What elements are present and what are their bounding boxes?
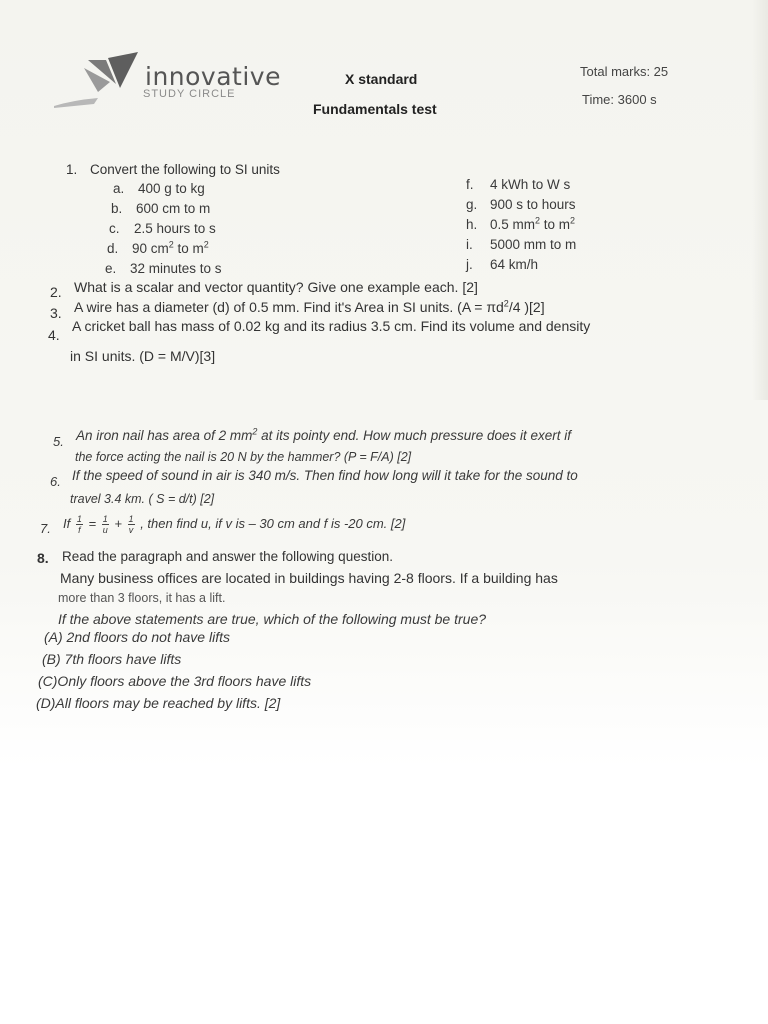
q8-option: (A) 2nd floors do not have lifts	[44, 629, 230, 645]
q8-option: (B) 7th floors have lifts	[42, 651, 182, 667]
q1-left-item-label: c.	[109, 221, 120, 236]
q6-line2: travel 3.4 km. ( S = d/t) [2]	[70, 492, 215, 506]
total-marks: Total marks: 25	[580, 64, 669, 79]
q1-left-item-text: 90 $cm^2$ to $m^2$	[132, 239, 209, 256]
q8-question: If the above statements are true, which of the following must be true?	[58, 611, 487, 627]
class-standard: X standard	[345, 71, 418, 87]
q1-left-item-label: b.	[111, 201, 123, 216]
logo-leaf-icon	[54, 48, 144, 114]
page-edge-shadow	[752, 0, 768, 400]
q7-number: 7.	[40, 521, 51, 536]
q1-left-item-text: 400 g to kg	[138, 181, 205, 196]
q4-line2: in SI units. (D = M/V)[3]	[70, 348, 216, 364]
q1-right-item-label: i.	[466, 237, 473, 252]
q5-number: 5.	[53, 434, 64, 449]
q8-paragraph-line2: more than 3 floors, it has a lift.	[58, 591, 226, 605]
q7-text	[63, 514, 405, 535]
q1-left-item-text: 32 minutes to s	[130, 261, 222, 276]
q4-line1: A cricket ball has mass of 0.02 kg and its radius 3.5 cm. Find its volume and density	[72, 318, 591, 334]
q7-rest: , then find u, if v is – 30 cm and f is -20 cm. [2]	[140, 515, 406, 531]
q1-right-item-text: 4 kWh to W s	[490, 177, 571, 192]
q2-number: 2.	[50, 284, 62, 300]
q8-option: (C)Only floors above the 3rd floors have lifts	[38, 673, 312, 689]
q1-left-item-label: e.	[105, 261, 117, 276]
logo-wordmark: innovative	[145, 62, 281, 91]
q3-number: 3.	[50, 305, 62, 321]
q5-line1: An iron nail has area of 2 $mm^2$ at its pointy end. How much pressure does it exert if	[76, 426, 572, 443]
q6-number: 6.	[50, 474, 61, 489]
q1-right-item-label: f.	[466, 177, 474, 192]
time-allowed: Time: 3600 s	[582, 92, 657, 107]
q3-text: A wire has a diameter (d) of 0.5 mm. Find it's Area in SI units. ($A = \pi d^2/4$ )[2]	[74, 298, 545, 315]
q8-paragraph-line1: Many business offices are located in buildings having 2-8 floors. If a building has	[60, 570, 558, 586]
q1-right-item-label: g.	[466, 197, 478, 212]
q1-left-item-text: 600 cm to m	[136, 201, 211, 216]
q1-right-item-label: h.	[466, 217, 478, 232]
q8-option: (D)All floors may be reached by lifts. [2]	[36, 695, 281, 711]
q1-right-item-label: j.	[466, 257, 473, 272]
q1-right-item-text: 900 s to hours	[490, 197, 576, 212]
logo-subtitle: STUDY CIRCLE	[143, 88, 236, 100]
q8-number: 8.	[37, 550, 49, 566]
q6-line1: If the speed of sound in air is 340 m/s. Then find how long will it take for the sound to	[72, 468, 578, 483]
q1-left-item-label: a.	[113, 181, 125, 196]
q2-text: What is a scalar and vector quantity? Give one example each. [2]	[74, 279, 478, 295]
q1-right-item-text: 0.5 $mm^2$ to $m^2$	[490, 215, 576, 232]
q4-number: 4.	[48, 327, 60, 343]
q8-text: Read the paragraph and answer the following question.	[62, 549, 393, 564]
q7-formula: $\frac{1}{f}$ = $\frac{1}{u}$ + $\frac{1}{v}$	[76, 514, 134, 535]
q1-left-item-text: 2.5 hours to s	[134, 221, 216, 236]
q7-lead: If	[63, 515, 71, 531]
q1-right-item-text: 5000 mm to m	[490, 237, 577, 252]
q1-number: 1.	[66, 162, 78, 177]
q5-line2: the force acting the nail is 20 N by the hammer? (P = F/A) [2]	[75, 450, 412, 464]
q1-left-item-label: d.	[107, 241, 119, 256]
q1-text: Convert the following to SI units	[90, 162, 280, 177]
test-title: Fundamentals test	[313, 101, 437, 117]
q1-right-item-text: 64 km/h	[490, 257, 539, 272]
